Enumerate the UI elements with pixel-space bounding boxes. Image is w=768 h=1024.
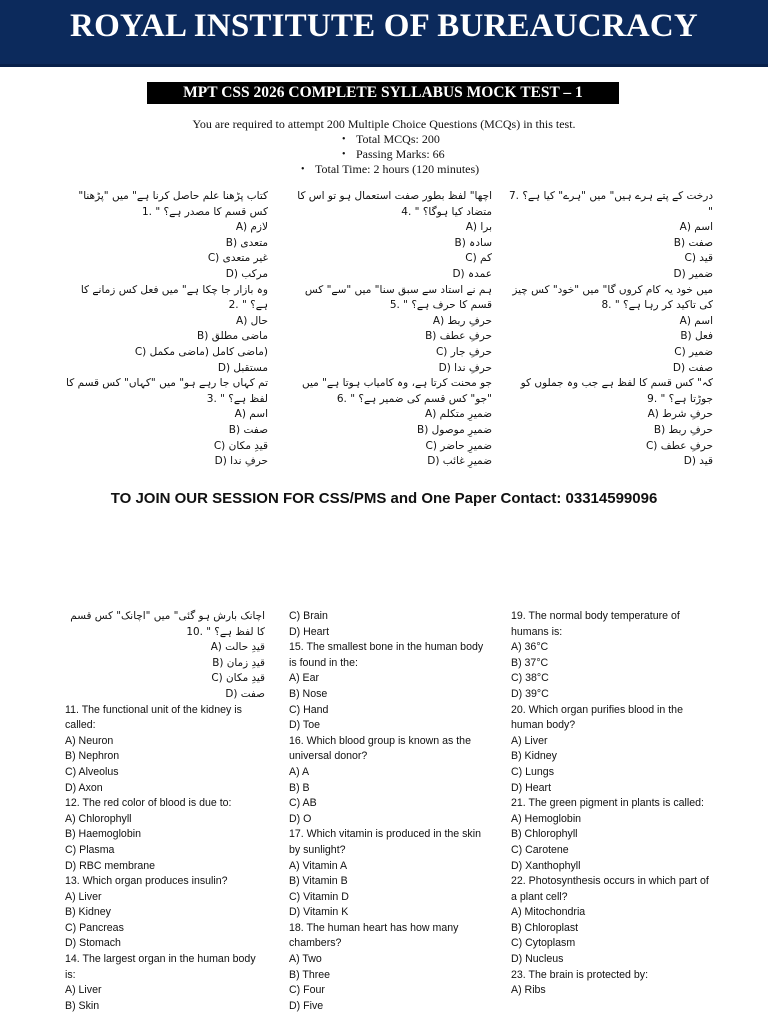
answer-option: ضمیرِ متکلم A): [285, 407, 492, 423]
option-letter: D): [452, 267, 465, 280]
answer-option: D) Toe: [289, 719, 321, 732]
answer-option: C) AB: [289, 797, 317, 810]
answer-option: D) Xanthophyll: [511, 859, 581, 872]
option-letter: B): [673, 236, 686, 249]
option-letter: A): [679, 221, 691, 234]
question-text: 16. Which blood group is known as the universal donor?: [289, 734, 471, 763]
answer-option: A) Neuron: [65, 734, 114, 747]
info-item: • Total MCQs: 200: [342, 132, 440, 146]
answer-option: ماضی مطلق B): [62, 329, 268, 345]
answer-option: B) 37°C: [511, 656, 549, 669]
answer-option: لازم A): [62, 220, 268, 236]
answer-option: A) Chlorophyll: [65, 812, 132, 825]
option-letter: A): [236, 314, 248, 327]
answer-option: ضمیرِ غائب D): [285, 454, 492, 470]
answer-option: D) O: [289, 812, 312, 825]
question-text: 18. The human heart has how many chambers?: [289, 921, 459, 950]
answer-option: B) Chlorophyll: [511, 828, 578, 841]
answer-option: قیدِ حالت A): [65, 640, 265, 656]
option-letter: A): [234, 408, 246, 421]
answer-option: برا A): [285, 220, 492, 236]
answer-option: C) Cytoplasm: [511, 937, 576, 950]
question-text: کتاب پڑھنا علم حاصل کرنا ہے" میں "پڑھنا" کس قسم کا مصدر ہے؟ ⁦1. "⁩: [78, 190, 268, 218]
option-letter: B): [197, 330, 209, 343]
answer-option: حرفِ ندا D): [62, 454, 268, 470]
answer-option: A) Ribs: [511, 984, 546, 997]
answer-option: حرفِ ربط B): [508, 423, 713, 439]
question-text: اچھا" لفظ بطور صفت استعمال ہو تو اس کا متضاد کیا ہوگا؟ ⁦4. "⁩: [297, 190, 492, 218]
question-text: 17. Which vitamin is produced in the skin by sunlight?: [289, 828, 481, 856]
answer-option: اسم A): [62, 407, 268, 423]
answer-option: کم C): [285, 251, 492, 267]
answer-option: ضمیر C): [508, 345, 713, 361]
answer-option: B) B: [289, 781, 310, 794]
option-letter: A): [432, 314, 445, 327]
answer-option: قیدِ زمان B): [65, 656, 265, 672]
answer-option: B) Nose: [289, 687, 328, 700]
option-letter: D): [225, 267, 238, 280]
question-text: 19. The normal body temperature of humans is:: [511, 610, 680, 638]
question-text: تم کہاں جا رہے ہو" میں "کہاں" کس قسم کا لفظ ہے؟ ⁦3. "⁩: [66, 377, 268, 405]
question-text: وہ بازار جا چکا ہے" میں فعل کس زمانے کا ہے؟ ⁦2. "⁩: [80, 283, 268, 312]
test-title: MPT CSS 2026 COMPLETE SYLLABUS MOCK TEST – 1: [147, 82, 619, 104]
answer-option: B) Chloroplast: [511, 921, 579, 934]
answer-option: D) 39°C: [511, 687, 549, 700]
answer-option: C) Brain: [289, 610, 328, 622]
answer-option: ضمیر D): [508, 267, 713, 283]
option-letter: A): [210, 641, 222, 654]
question-text: 12. The red color of blood is due to:: [65, 797, 232, 810]
answer-option: D) Heart: [289, 625, 330, 638]
option-letter: B): [212, 656, 224, 669]
answer-option: B) Vitamin B: [289, 875, 348, 888]
answer-option: B) Nephron: [65, 750, 120, 763]
option-letter: C): [435, 345, 448, 358]
answer-option: C) Hand: [289, 703, 329, 716]
answer-option: مستقبل D): [62, 361, 268, 377]
option-letter: A): [679, 314, 691, 327]
option-letter: D): [683, 455, 696, 468]
answer-option: A) Two: [289, 953, 322, 966]
option-letter: B): [454, 236, 466, 249]
answer-option: A) Hemoglobin: [511, 812, 582, 825]
option-letter: A): [235, 221, 248, 234]
answer-option: سادہ B): [285, 236, 492, 252]
option-letter: A): [465, 221, 478, 234]
option-letter: C): [213, 439, 226, 452]
question-text: 11. The functional unit of the kidney is called:: [65, 703, 242, 732]
answer-option: متعدی B): [62, 236, 268, 252]
option-letter: D): [217, 361, 231, 374]
option-letter: D): [438, 361, 451, 374]
test-instructions: You are required to attempt 200 Multiple Choice Questions (MCQs) in this test.: [192, 117, 576, 131]
question-text: 21. The green pigment in plants is called:: [511, 797, 704, 810]
option-letter: A): [425, 408, 437, 421]
answer-option: صفت D): [65, 687, 265, 703]
answer-option: ضمیرِ موصول B): [285, 423, 492, 439]
info-item: • Passing Marks: 66: [342, 147, 445, 161]
question-text: کہ" کس قسم کا لفظ ہے جب وہ جملوں کو جوڑتا ہے؟ ⁦9. "⁩: [520, 377, 713, 405]
answer-option: B) Three: [289, 968, 331, 981]
answer-option: حرفِ جار C): [285, 345, 492, 361]
answer-option: عمدہ D): [285, 267, 492, 283]
answer-option: اسم A): [508, 314, 713, 330]
answer-option: حرفِ ربط A): [285, 314, 492, 330]
answer-option: D) Heart: [511, 781, 552, 794]
questions-column-2: [289, 609, 489, 1014]
answer-option: C) Plasma: [65, 843, 115, 856]
answer-option: C) Lungs: [511, 765, 554, 778]
answer-option: قیدِ مکان C): [62, 439, 268, 455]
answer-option: حرفِ عطف C): [508, 439, 713, 455]
answer-option: A) Vitamin A: [289, 859, 348, 872]
question-text: 23. The brain is protected by:: [511, 968, 649, 981]
urdu-column-1: [62, 189, 268, 470]
answer-option: C) 38°C: [511, 672, 549, 685]
answer-option: مرکب D): [62, 267, 268, 283]
answer-option: C) Vitamin D: [289, 890, 349, 903]
test-info-list: [0, 132, 768, 177]
answer-option: صفت D): [508, 361, 713, 377]
answer-option: D) Five: [289, 999, 324, 1012]
question-text: اچانک بارش ہو گئی" میں "اچانک" کس قسم کا لفظ ہے؟ ⁦10. "⁩: [70, 610, 265, 638]
answer-option: حال A): [62, 314, 268, 330]
answer-option: A) A: [289, 765, 310, 778]
option-letter: C): [465, 252, 477, 265]
question-text: 20. Which organ purifies blood in the human body?: [511, 703, 683, 732]
questions-column-3: [511, 609, 711, 999]
answer-option: حرفِ عطف B): [285, 329, 492, 345]
option-letter: C): [134, 345, 147, 358]
option-letter: B): [228, 423, 241, 436]
answer-option: قید C): [508, 251, 713, 267]
institute-name: ROYAL INSTITUTE OF BUREAUCRACY: [70, 8, 698, 44]
answer-option: A) Mitochondria: [511, 906, 586, 919]
answer-option: C) Four: [289, 984, 325, 997]
question-text: 14. The largest organ in the human body is:: [65, 953, 256, 981]
option-letter: B): [417, 423, 429, 436]
answer-option: D) Stomach: [65, 937, 121, 950]
option-letter: D): [673, 267, 686, 280]
questions-column-1: [65, 609, 265, 1014]
option-letter: A): [647, 408, 659, 421]
question-text: ہم نے استاد سے سبق سنا" میں "سے" کس قسم کا حرف ہے؟ ⁦5. "⁩: [304, 283, 492, 312]
answer-option: A) Liver: [65, 984, 102, 997]
answer-option: صفت B): [62, 423, 268, 439]
option-letter: D): [225, 687, 238, 700]
question-text: درخت کے پتے ہرے ہیں" میں "ہرے" کیا ہے؟ ⁦7. "⁩: [508, 190, 713, 218]
answer-option: اسم A): [508, 220, 713, 236]
info-item: • Total Time: 2 hours (120 minutes): [301, 162, 480, 176]
option-letter: B): [680, 330, 692, 343]
option-letter: B): [225, 236, 238, 249]
answer-option: A) 36°C: [511, 641, 549, 654]
answer-option: D) Axon: [65, 781, 103, 794]
option-letter: C): [684, 252, 696, 265]
question-text: 22. Photosynthesis occurs in which part of a plant cell?: [511, 875, 709, 903]
answer-option: C) Alveolus: [65, 765, 119, 778]
question-text: 15. The smallest bone in the human body is found in the:: [289, 641, 484, 669]
option-letter: C): [674, 345, 686, 358]
answer-option: B) Haemoglobin: [65, 828, 141, 841]
answer-option: قیدِ مکان C): [65, 671, 265, 687]
option-letter: B): [653, 423, 666, 436]
answer-option: صفت B): [508, 236, 713, 252]
option-letter: D): [672, 361, 686, 374]
question-text: جو محنت کرتا ہے، وہ کامیاب ہوتا ہے" میں "جو" کس قسم کی ضمیر ہے؟ ⁦6. "⁩: [301, 377, 492, 405]
answer-option: D) Nucleus: [511, 953, 564, 966]
answer-option: حرفِ شرط A): [508, 407, 713, 423]
answer-option: (ماضی کامل (ماضی مکمل C): [62, 345, 268, 361]
answer-option: غیر متعدی C): [62, 251, 268, 267]
answer-option: C) Carotene: [511, 843, 569, 856]
option-letter: C): [425, 439, 437, 452]
question-text: میں خود یہ کام کروں گا" میں "خود" کس چیز کی تاکید کر رہا ہے؟ ⁦8. "⁩: [512, 283, 713, 312]
answer-option: B) Skin: [65, 999, 100, 1012]
answer-option: A) Ear: [289, 672, 320, 685]
option-letter: C): [645, 439, 658, 452]
option-letter: C): [211, 672, 223, 685]
answer-option: حرفِ ندا D): [285, 361, 492, 377]
contact-banner: TO JOIN OUR SESSION FOR CSS/PMS and One Paper Contact: 03314599096: [110, 490, 658, 507]
answer-option: B) Kidney: [511, 750, 557, 763]
option-letter: B): [425, 330, 437, 343]
answer-option: فعل B): [508, 329, 713, 345]
question-text: 13. Which organ produces insulin?: [65, 875, 228, 888]
option-letter: D): [214, 455, 227, 468]
answer-option: D) RBC membrane: [65, 859, 156, 872]
option-letter: D): [427, 455, 440, 468]
answer-option: D) Vitamin K: [289, 906, 349, 919]
answer-option: A) Liver: [511, 734, 548, 747]
answer-option: ضمیرِ حاضر C): [285, 439, 492, 455]
institute-banner: [0, 0, 768, 67]
answer-option: B) Kidney: [65, 906, 111, 919]
answer-option: A) Liver: [65, 890, 102, 903]
answer-option: قید D): [508, 454, 713, 470]
urdu-column-2: [285, 189, 492, 470]
answer-option: C) Pancreas: [65, 921, 124, 934]
urdu-column-3: [508, 189, 713, 470]
option-letter: C): [207, 252, 220, 265]
